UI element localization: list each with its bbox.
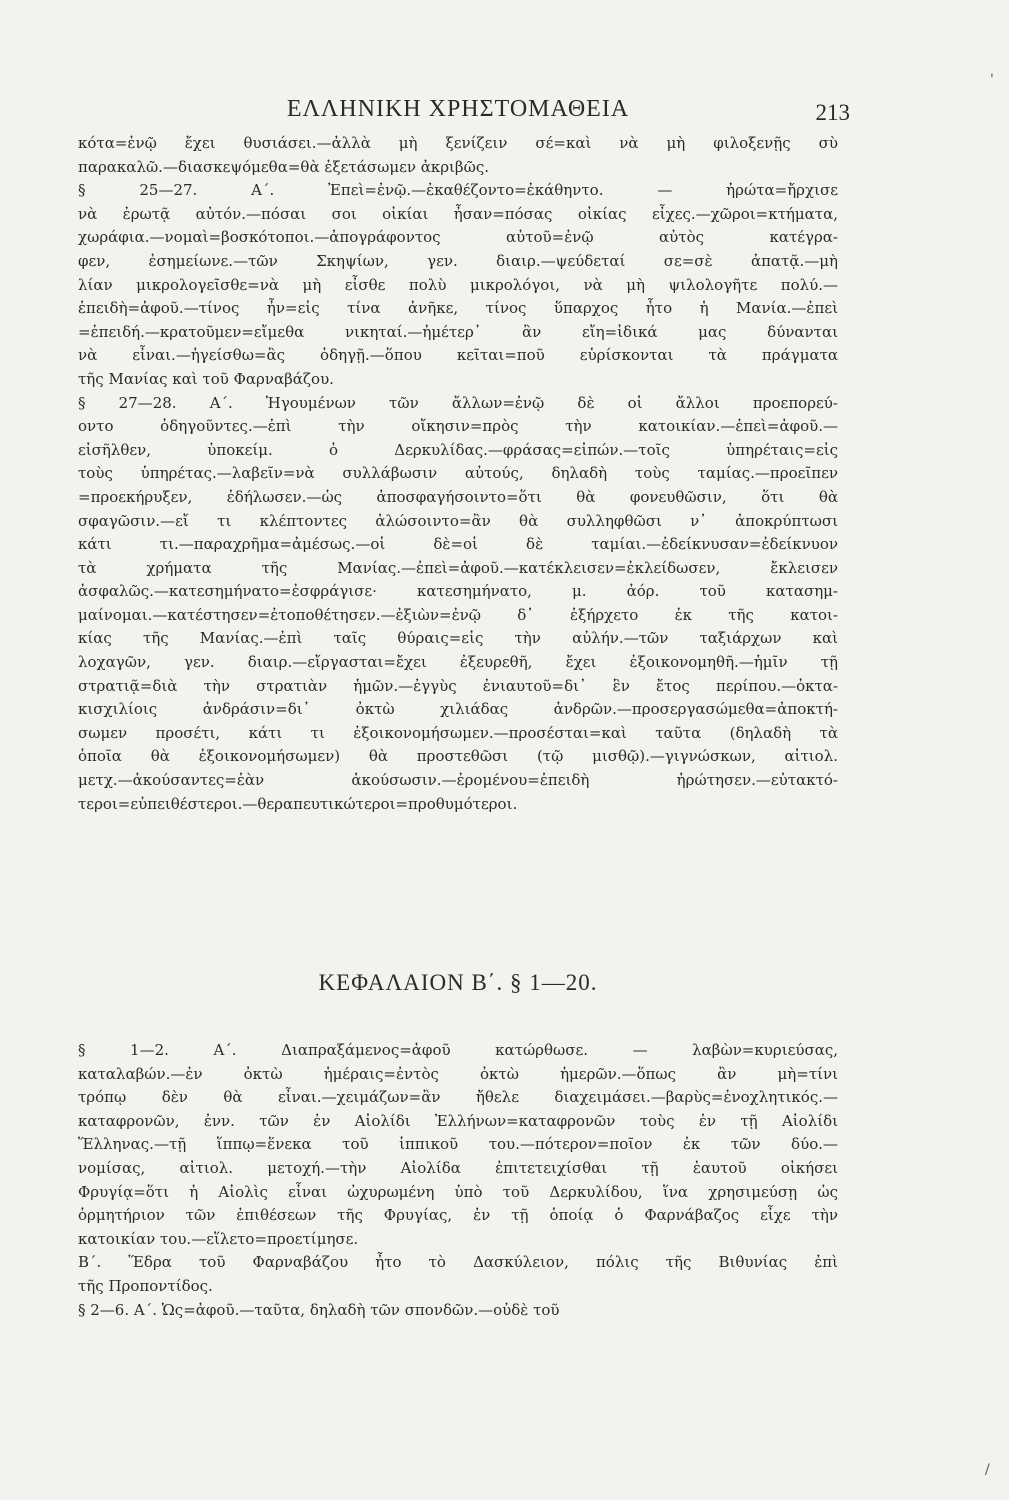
running-title: ΕΛΛΗΝΙΚΗ ΧΡΗΣΤΟΜΑΘΕΙΑ bbox=[286, 96, 630, 122]
text-line: ἀσφαλῶς.—κατεσημήνατο=ἐσφράγισε· κατεσημήνατο, μ. ἀόρ. τοῦ κατασημ- bbox=[78, 582, 838, 601]
commentary-block-2 bbox=[78, 1039, 838, 1322]
text-line: § 25—27. Α΄. Ἐπεὶ=ἐνῷ.—ἐκαθέζοντο=ἐκάθηντο. — ἠρώτα=ἤρχισε bbox=[78, 181, 838, 200]
text-line: § 27—28. Α΄. Ἡγουμένων τῶν ἄλλων=ἐνῷ δὲ οἱ ἄλλοι προεπορεύ- bbox=[78, 393, 838, 412]
text-line: κατοικίαν του.—εἵλετο=προετίμησε. bbox=[78, 1229, 359, 1248]
text-line: τοὺς ὑπηρέτας.—λαβεῖν=νὰ συλλάβωσιν αὐτούς, δηλαδὴ τοὺς ταμίας.—προεῖπεν bbox=[78, 464, 838, 483]
text-line: νομίσας, αἰτιολ. μετοχή.—τὴν Αἰολίδα ἐπιτετειχίσθαι τῇ ἑαυτοῦ οἰκήσει bbox=[78, 1158, 838, 1177]
text-line: Ἕλληνας.—τῇ ἵππῳ=ἕνεκα τοῦ ἱππικοῦ του.—πότερον=ποῖον ἐκ τῶν δύο.— bbox=[78, 1135, 838, 1154]
text-line: =προεκήρυξεν, ἐδήλωσεν.—ὡς ἀποσφαγήσοιντο=ὅτι θὰ φονευθῶσιν, ὅτι θὰ bbox=[78, 487, 838, 506]
margin-mark: ' bbox=[990, 72, 994, 88]
text-line: κισχιλίοις ἀνδράσιν=δι᾽ ὀκτὼ χιλιάδας ἀνδρῶν.—προσεργασώμεθα=ἀποκτή- bbox=[78, 700, 838, 719]
text-line: εἰσῆλθεν, ὑποκείμ. ὁ Δερκυλίδας.—φράσας=εἰπών.—τοῖς ὑπηρέταις=εἰς bbox=[78, 440, 838, 459]
text-line: Β΄. Ἕδρα τοῦ Φαρναβάζου ἦτο τὸ Δασκύλειον, πόλις τῆς Βιθυνίας ἐπὶ bbox=[78, 1253, 838, 1272]
text-line: σφαγῶσιν.—εἴ τι κλέπτοντες ἁλώσοιντο=ἂν θὰ συλληφθῶσι ν᾽ ἀποκρύπτωσι bbox=[78, 511, 838, 530]
text-line: ὁρμητήριον τῶν ἐπιθέσεων τῆς Φρυγίας, ἐν τῇ ὁποίᾳ ὁ Φαρνάβαζος εἶχε τὴν bbox=[78, 1206, 838, 1225]
text-line: =ἐπειδή.—κρατοῦμεν=εἴμεθα νικηταί.—ἡμέτερ᾽ ἂν εἴη=ἰδικά μας δύνανται bbox=[78, 322, 838, 341]
text-line: χωράφια.—νομαὶ=βοσκότοποι.—ἀπογράφοντος αὐτοῦ=ἐνῷ αὐτὸς κατέγρα- bbox=[78, 228, 838, 247]
text-line: κίας τῆς Μανίας.—ἐπὶ ταῖς θύραις=εἰς τὴν αὐλήν.—τῶν ταξιάρχων καὶ bbox=[78, 629, 838, 648]
text-line: λίαν μικρολογεῖσθε=νὰ μὴ εἶσθε πολὺ μικρολόγοι, νὰ μὴ ψιλολογῆτε πολύ.— bbox=[78, 275, 838, 294]
text-line: τὰ χρήματα τῆς Μανίας.—ἐπεὶ=ἀφοῦ.—κατέκλεισεν=ἐκλείδωσεν, ἔκλεισεν bbox=[78, 558, 838, 577]
text-line: στρατιᾷ=διὰ τὴν στρατιὰν ἡμῶν.—ἐγγὺς ἐνιαυτοῦ=δι᾽ ἓν ἔτος περίπου.—ὀκτα- bbox=[78, 676, 838, 695]
text-line: § 2—6. Α΄. Ὡς=ἀφοῦ.—ταῦτα, δηλαδὴ τῶν σπονδῶν.—οὐδὲ τοῦ bbox=[78, 1300, 560, 1319]
text-line: νὰ εἶναι.—ἡγείσθω=ἂς ὁδηγῇ.—ὅπου κεῖται=ποῦ εὑρίσκονται τὰ πράγματα bbox=[78, 346, 838, 365]
text-line: τρόπῳ δὲν θὰ εἶναι.—χειμάζων=ἂν ἤθελε διαχειμάσει.—βαρὺς=ἐνοχλητικός.— bbox=[78, 1088, 838, 1107]
text-line: καταλαβών.—ἐν ὀκτὼ ἡμέραις=ἐντὸς ὀκτὼ ἡμερῶν.—ὅπως ἂν μὴ=τίνι bbox=[78, 1064, 838, 1083]
text-line: τεροι=εὐπειθέστεροι.—θεραπευτικώτεροι=προθυμότεροι. bbox=[78, 794, 518, 813]
text-line: ἐπειδὴ=ἀφοῦ.—τίνος ἦν=εἰς τίνα ἀνῆκε, τίνος ὕπαρχος ἦτο ἡ Μανία.—ἐπεὶ bbox=[78, 299, 838, 318]
chapter-heading: ΚΕΦΑΛΑΙΟΝ Β΄. § 1—20. bbox=[318, 970, 598, 995]
text-line: οντο ὁδηγοῦντες.—ἐπὶ τὴν οἴκησιν=πρὸς τὴν κατοικίαν.—ἐπεὶ=ἀφοῦ.— bbox=[78, 417, 838, 436]
text-line: τῆς Μανίας καὶ τοῦ Φαρναβάζου. bbox=[78, 369, 334, 388]
running-head bbox=[78, 94, 850, 125]
text-line: μετχ.—ἀκούσαντες=ἐὰν ἀκούσωσιν.—ἐρομένου=ἐπειδὴ ἠρώτησεν.—εὐτακτό- bbox=[78, 771, 838, 790]
text-line: νὰ ἐρωτᾷ αὐτόν.—πόσαι σοι οἰκίαι ἦσαν=πόσας οἰκίας εἶχες.—χῶροι=κτήματα, bbox=[78, 204, 838, 223]
commentary-block-1 bbox=[78, 132, 838, 816]
text-line: λοχαγῶν, γεν. διαιρ.—εἴργασται=ἔχει ἐξευρεθῆ, ἔχει ἐξοικονομηθῆ.—ἡμῖν τῇ bbox=[78, 653, 838, 672]
text-line: ὁποῖα θὰ ἐξοικονομήσωμεν) θὰ προστεθῶσι (τῷ μισθῷ).—γιγνώσκων, αἰτιολ. bbox=[78, 747, 838, 766]
text-line: σωμεν προσέτι, κάτι τι ἐξοικονομήσωμεν.—προσέσται=καὶ ταῦτα (δηλαδὴ τὰ bbox=[78, 723, 838, 742]
text-line: καταφρονῶν, ἐνν. τῶν ἐν Αἰολίδι Ἑλλήνων=καταφρονῶν τοὺς ἐν τῇ Αἰολίδι bbox=[78, 1111, 838, 1130]
page-number: 213 bbox=[815, 100, 850, 125]
text-line: κάτι τι.—παραχρῆμα=ἀμέσως.—οἱ δὲ=οἱ δὲ ταμίαι.—ἐδείκνυσαν=ἐδείκνυον bbox=[78, 535, 838, 554]
text-line: φεν, ἐσημείωνε.—τῶν Σκηψίων, γεν. διαιρ.—ψεύδεταί σε=σὲ ἀπατᾷ.—μὴ bbox=[78, 251, 838, 270]
text-line: κότα=ἐνῷ ἔχει θυσιάσει.—ἀλλὰ μὴ ξενίζειν σέ=καὶ νὰ μὴ φιλοξενῇς σὺ bbox=[78, 134, 838, 152]
text-line: τῆς Προποντίδος. bbox=[78, 1276, 213, 1295]
text-line: παρακαλῶ.—διασκεψόμεθα=θὰ ἐξετάσωμεν ἀκριβῶς. bbox=[78, 157, 490, 176]
text-line: Φρυγίᾳ=ὅτι ἡ Αἰολὶς εἶναι ὠχυρωμένη ὑπὸ τοῦ Δερκυλίδου, ἵνα χρησιμεύσῃ ὡς bbox=[78, 1182, 838, 1201]
text-line: § 1—2. Α΄. Διαπραξάμενος=ἀφοῦ κατώρθωσε. — λαβὼν=κυριεύσας, bbox=[78, 1041, 838, 1059]
text-line: μαίνομαι.—κατέστησεν=ἐτοποθέτησεν.—ἐξιὼν=ἐνῷ δ᾽ ἐξήρχετο ἐκ τῆς κατοι- bbox=[78, 605, 838, 624]
margin-mark: / bbox=[985, 1462, 990, 1478]
